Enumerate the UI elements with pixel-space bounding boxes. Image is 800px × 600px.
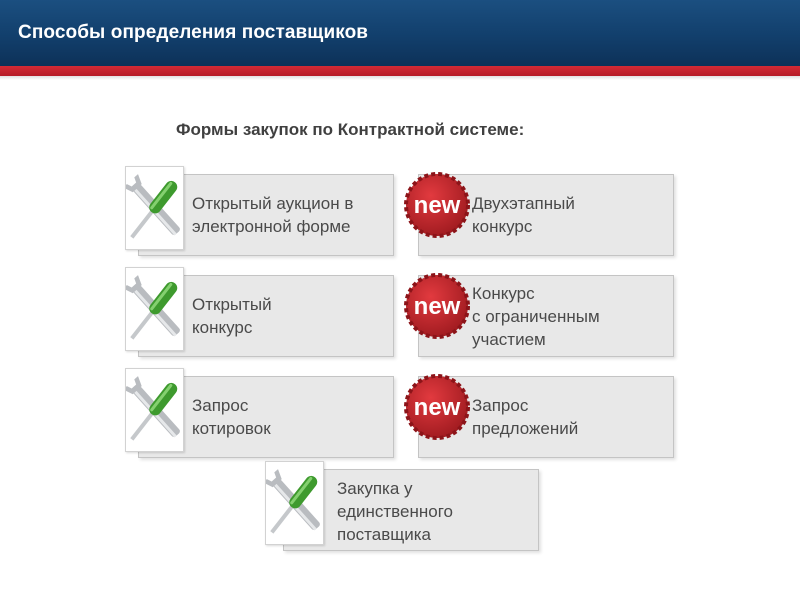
card-label-proposal-request: Запрос предложений <box>472 396 579 438</box>
header-shadow <box>0 76 800 80</box>
slide-title: Способы определения поставщиков <box>18 22 369 43</box>
card-label-open-contest: Открытый конкурс <box>192 295 272 337</box>
card-label-open-auction: Открытый аукцион в электронной форме <box>192 194 354 236</box>
new-badge-label: new <box>413 394 461 421</box>
new-badge-icon <box>404 162 470 248</box>
new-badge-icon <box>404 364 470 450</box>
header-bar <box>0 0 800 66</box>
tools-icon <box>125 368 184 452</box>
card-label-quotation-request: Запрос котировок <box>192 396 271 438</box>
card-label-two-stage-contest: Двухэтапный конкурс <box>472 194 575 236</box>
card-label-single-supplier: Закупка у единственного поставщика <box>337 479 453 544</box>
new-badge-label: new <box>413 192 461 219</box>
tools-icon <box>125 166 184 250</box>
card-label-limited-contest: Конкурс с ограниченным участием <box>472 284 600 349</box>
subtitle: Формы закупок по Контрактной системе: <box>176 120 525 139</box>
new-badge-icon <box>404 263 470 349</box>
tools-icon <box>265 461 324 545</box>
new-badge-label: new <box>413 293 461 320</box>
tools-icon <box>125 267 184 351</box>
header-red-stripe <box>0 66 800 76</box>
